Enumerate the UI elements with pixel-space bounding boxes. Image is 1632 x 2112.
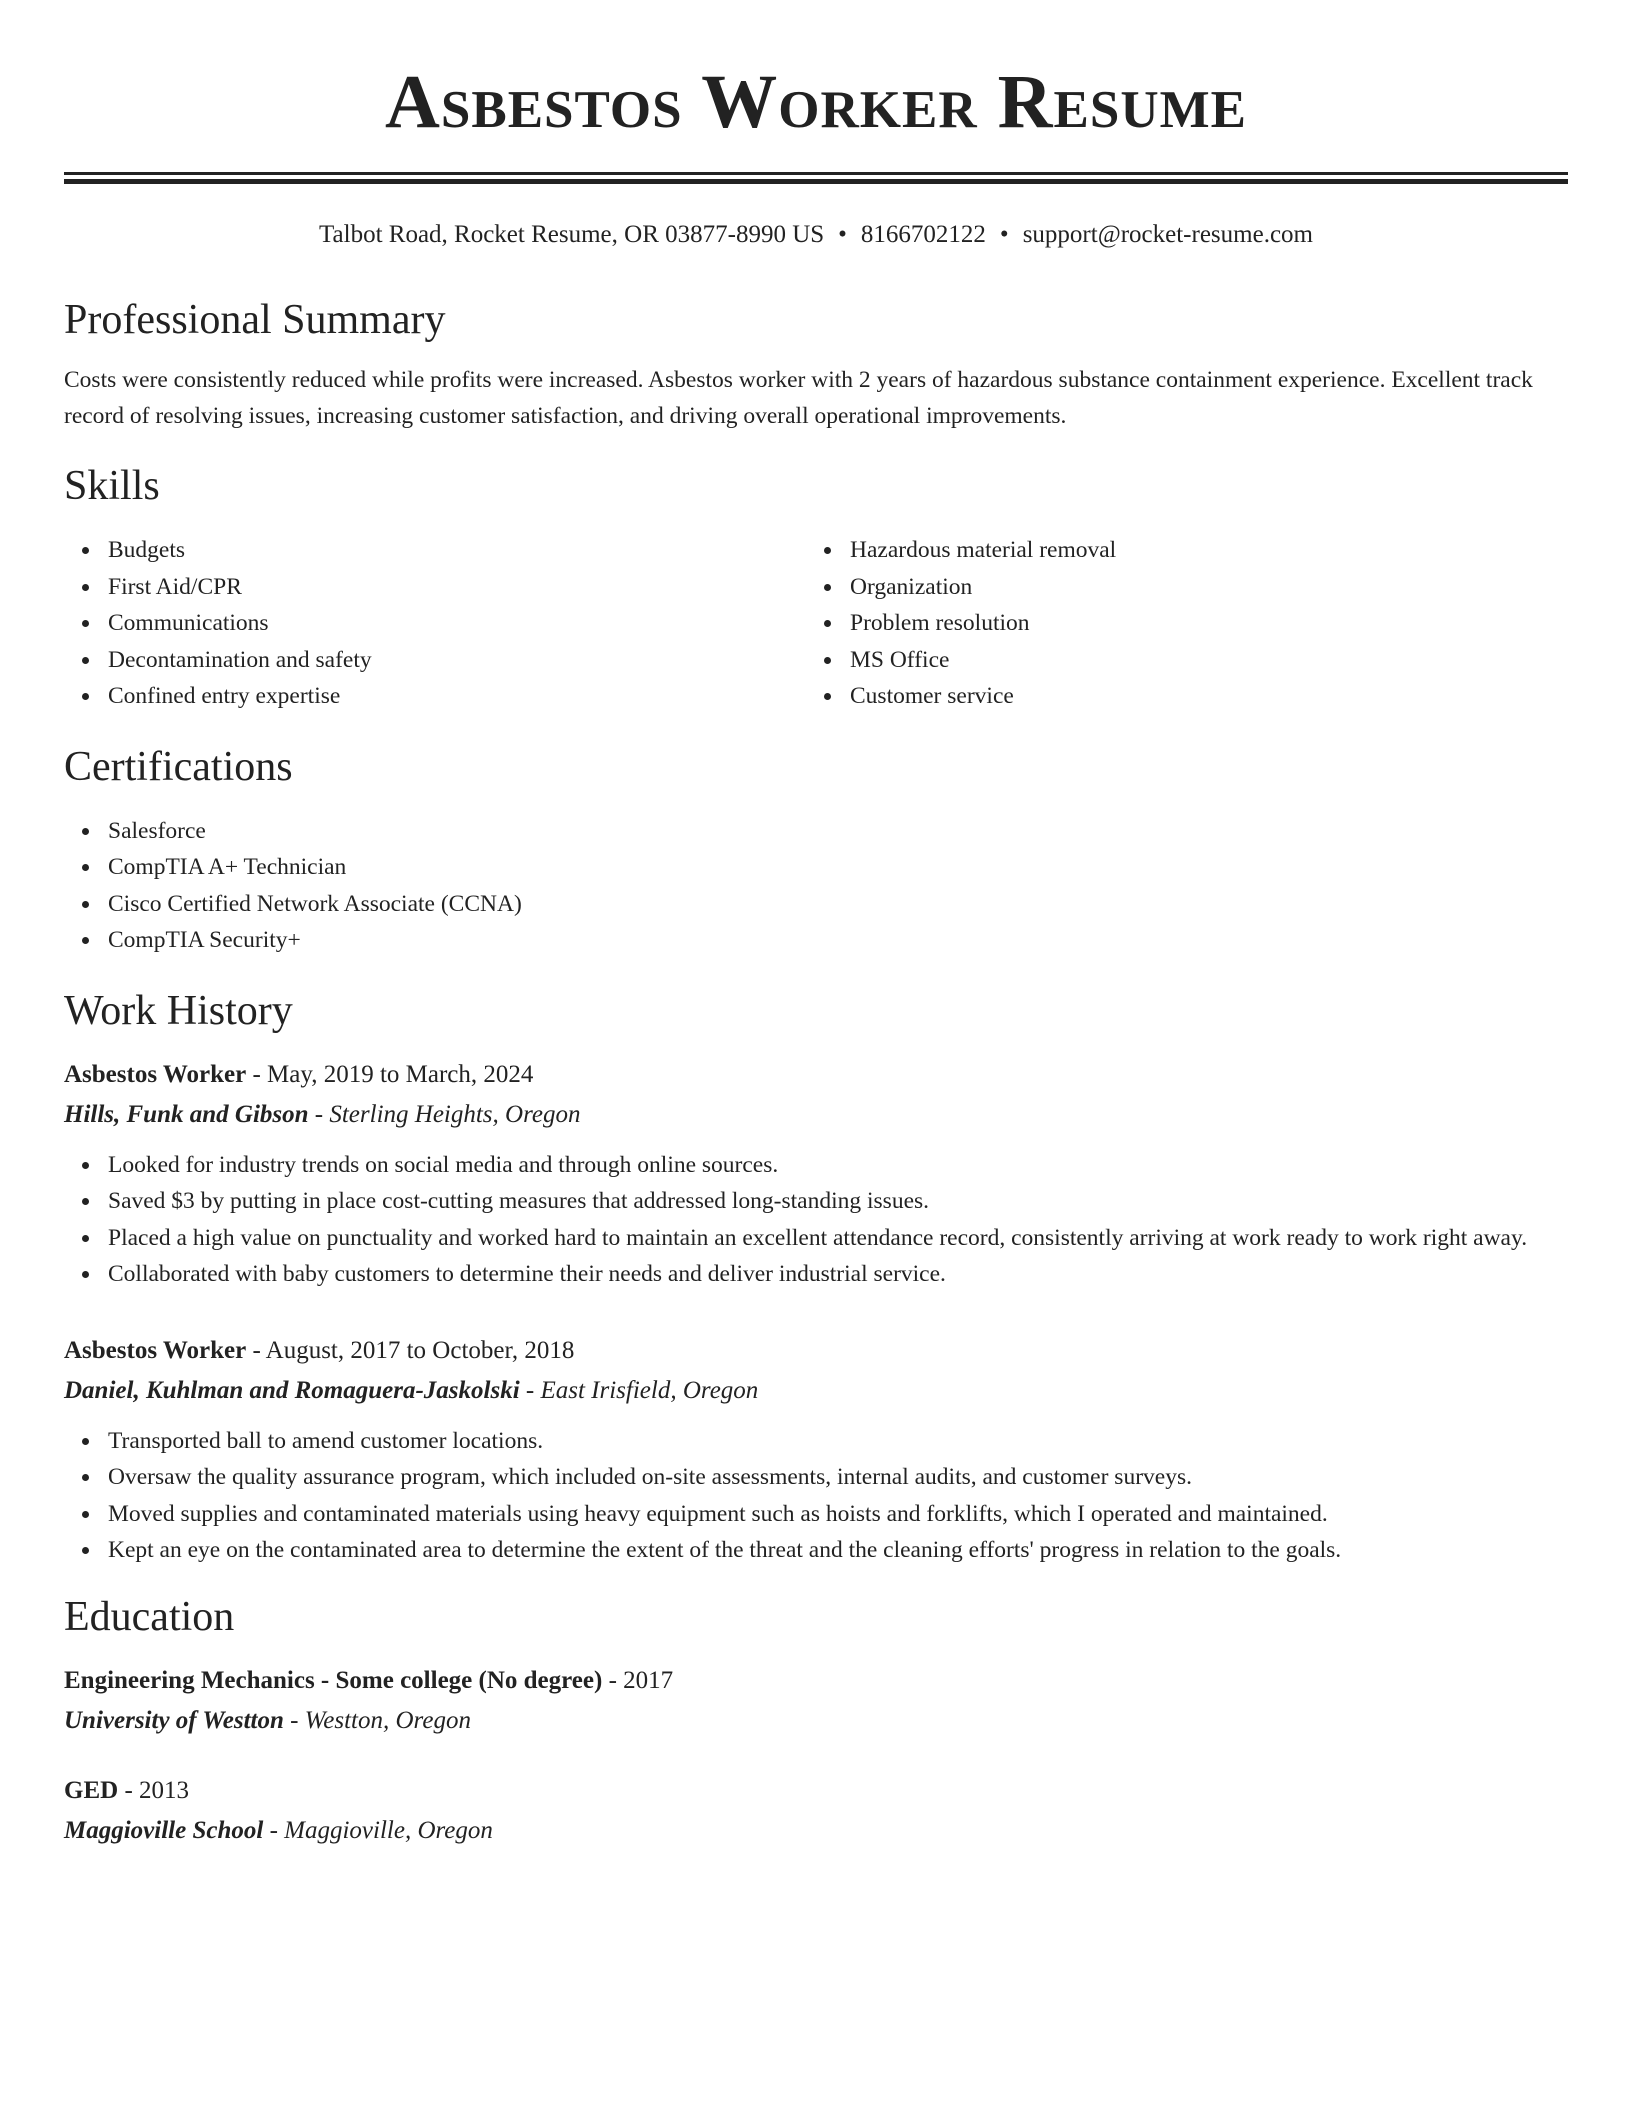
skill-item: Organization bbox=[850, 569, 1548, 606]
skill-item: Budgets bbox=[108, 532, 806, 569]
job-duty: Placed a high value on punctuality and worked hard to maintain an excellent attendance record, consistently arriving at work ready to work right away. bbox=[108, 1220, 1568, 1257]
job-duty: Collaborated with baby customers to determine their needs and deliver industrial service. bbox=[108, 1256, 1568, 1293]
certifications-heading: Certifications bbox=[64, 743, 293, 790]
contact-email: support@rocket-resume.com bbox=[1022, 221, 1313, 248]
skills-list-left bbox=[64, 532, 806, 715]
skill-item: Communications bbox=[108, 605, 806, 642]
job-company-line bbox=[64, 1371, 1568, 1411]
education-year: - 2013 bbox=[118, 1776, 190, 1804]
job-duties-list bbox=[64, 1423, 1568, 1569]
job-duty: Transported ball to amend customer locations. bbox=[108, 1423, 1568, 1460]
skills-heading: Skills bbox=[64, 463, 160, 509]
job-duty: Looked for industry trends on social media and through online sources. bbox=[108, 1147, 1568, 1184]
summary-heading: Professional Summary bbox=[64, 297, 446, 343]
certification-item: CompTIA A+ Technician bbox=[108, 849, 1568, 886]
job-duty: Oversaw the quality assurance program, which included on-site assessments, internal audits, and customer surveys. bbox=[108, 1459, 1568, 1496]
certification-item: Cisco Certified Network Associate (CCNA) bbox=[108, 886, 1568, 923]
education-school-line bbox=[64, 1811, 1568, 1851]
job-entry bbox=[64, 1055, 1568, 1293]
job-duty: Moved supplies and contaminated materials using heavy equipment such as hoists and forklifts, which I operated and maintained. bbox=[108, 1496, 1568, 1533]
work-history-heading: Work History bbox=[64, 987, 293, 1034]
job-company-line bbox=[64, 1095, 1568, 1135]
resume-title: Asbestos Worker Resume bbox=[385, 60, 1247, 144]
skills-column-left bbox=[64, 532, 806, 715]
job-duty: Kept an eye on the contaminated area to determine the extent of the threat and the cleaning efforts' progress in relation to the goals. bbox=[108, 1532, 1568, 1569]
job-dates: - August, 2017 to October, 2018 bbox=[246, 1336, 575, 1364]
skill-item: Hazardous material removal bbox=[850, 532, 1548, 569]
contact-separator: • bbox=[999, 221, 1009, 248]
certification-item: CompTIA Security+ bbox=[108, 922, 1568, 959]
education-header bbox=[64, 1661, 1568, 1701]
job-duties-list bbox=[64, 1147, 1568, 1293]
education-location: - Westton, Oregon bbox=[283, 1706, 471, 1734]
skill-item: Customer service bbox=[850, 678, 1548, 715]
skill-item: Problem resolution bbox=[850, 605, 1548, 642]
job-location: - Sterling Heights, Oregon bbox=[308, 1100, 581, 1128]
education-heading: Education bbox=[64, 1593, 235, 1640]
job-header bbox=[64, 1055, 1568, 1095]
title-double-rule bbox=[64, 172, 1568, 184]
job-dates: - May, 2019 to March, 2024 bbox=[246, 1060, 534, 1088]
contact-phone: 8166702122 bbox=[860, 221, 986, 248]
education-year: - 2017 bbox=[602, 1666, 674, 1694]
education-degree: Engineering Mechanics - Some college (No degree) bbox=[64, 1666, 603, 1694]
job-role: Asbestos Worker bbox=[64, 1060, 247, 1088]
contact-address: Talbot Road, Rocket Resume, OR 03877-8990 US bbox=[319, 221, 825, 248]
skills-column-right bbox=[806, 532, 1548, 715]
education-school-line bbox=[64, 1701, 1568, 1741]
certification-item: Salesforce bbox=[108, 813, 1568, 850]
job-company: Hills, Funk and Gibson bbox=[64, 1100, 309, 1128]
education-school: Maggioville School bbox=[64, 1816, 264, 1844]
job-entry bbox=[64, 1331, 1568, 1569]
education-school: University of Westton bbox=[64, 1706, 284, 1734]
summary-text: Costs were consistently reduced while profits were increased. Asbestos worker with 2 years of hazardous substance containment experience. Excellent track record of resolving issues, increasing customer satisfaction, and driving overall operational improvements. bbox=[64, 367, 1533, 429]
skills-columns bbox=[64, 532, 1568, 715]
education-entry bbox=[64, 1771, 1568, 1851]
contact-separator: • bbox=[838, 221, 847, 248]
contact-line bbox=[64, 218, 1568, 252]
skill-item: First Aid/CPR bbox=[108, 569, 806, 606]
skill-item: MS Office bbox=[850, 642, 1548, 679]
skills-list-right bbox=[806, 532, 1548, 715]
education-entry bbox=[64, 1661, 1568, 1741]
job-company: Daniel, Kuhlman and Romaguera-Jaskolski bbox=[64, 1376, 520, 1404]
education-location: - Maggioville, Oregon bbox=[263, 1816, 493, 1844]
job-header bbox=[64, 1331, 1568, 1371]
skill-item: Confined entry expertise bbox=[108, 678, 806, 715]
certifications-list bbox=[64, 813, 1568, 959]
skill-item: Decontamination and safety bbox=[108, 642, 806, 679]
job-duty: Saved $3 by putting in place cost-cutting measures that addressed long-standing issues. bbox=[108, 1183, 1568, 1220]
job-role: Asbestos Worker bbox=[64, 1336, 247, 1364]
education-header bbox=[64, 1771, 1568, 1811]
job-location: - East Irisfield, Oregon bbox=[519, 1376, 759, 1404]
education-degree: GED bbox=[64, 1776, 119, 1804]
